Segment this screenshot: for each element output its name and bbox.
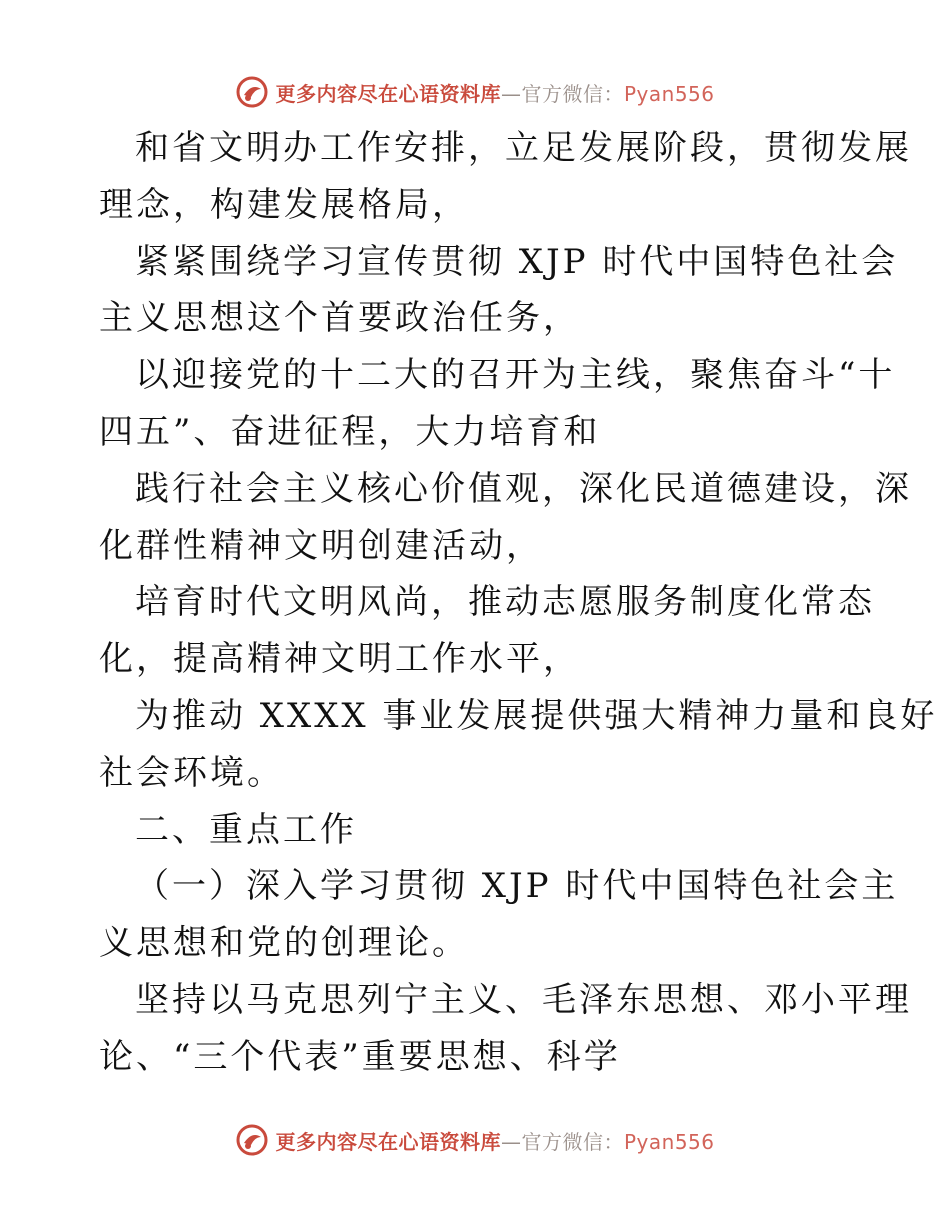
watermark-wechat-label: 官方微信：	[521, 81, 624, 106]
watermark-title: 更多内容尽在心语资料库	[275, 1129, 501, 1154]
watermark-wechat-id: Pyan556	[623, 1129, 715, 1154]
body-line: 为推动 XXXX 事业发展提供强大精神力量和良好	[135, 695, 938, 736]
body-line: 化，提高精神文明工作水平，	[99, 639, 580, 680]
body-line: 以迎接党的十二大的召开为主线，聚焦奋斗“十	[135, 355, 896, 396]
body-line: 和省文明办工作安排，立足发展阶段，贯彻发展	[135, 128, 912, 168]
watermark-wechat-label: 官方微信：	[521, 1129, 624, 1154]
body-line: 坚持以马克思列宁主义、毛泽东思想、邓小平理	[135, 979, 912, 1020]
watermark-separator: —	[500, 1129, 522, 1154]
watermark-group	[235, 1123, 714, 1157]
footer-watermark	[0, 1120, 950, 1160]
watermark-text	[275, 1126, 714, 1155]
library-logo-icon	[235, 1123, 269, 1157]
watermark-wechat-id: Pyan556	[623, 81, 715, 106]
subsection-heading: （一）深入学习贯彻 XJP 时代中国特色社会主	[135, 866, 899, 907]
watermark-separator: —	[500, 81, 522, 106]
body-line: 四五”、奋进征程，大力培育和	[99, 411, 601, 452]
body-line: 践行社会主义核心价值观，深化民道德建设，深	[135, 468, 912, 509]
watermark-group	[235, 75, 714, 109]
watermark-title: 更多内容尽在心语资料库	[275, 81, 501, 106]
body-line: 培育时代文明风尚，推动志愿服务制度化常态	[135, 582, 875, 623]
watermark-text	[275, 78, 714, 107]
body-line: 义思想和党的创理论。	[99, 923, 469, 964]
body-line: 理念，构建发展格局，	[99, 184, 469, 225]
section-heading: 二、重点工作	[135, 809, 357, 850]
body-line: 紧紧围绕学习宣传贯彻 XJP 时代中国特色社会	[135, 241, 899, 282]
document-body	[99, 120, 938, 1086]
library-logo-icon	[235, 75, 269, 109]
body-line: 化群性精神文明创建活动，	[99, 525, 543, 566]
body-line: 论、“三个代表”重要思想、科学	[99, 1036, 621, 1077]
header-watermark	[0, 72, 950, 112]
body-line: 主义思想这个首要政治任务，	[99, 298, 580, 339]
body-line: 社会环境。	[99, 752, 284, 793]
